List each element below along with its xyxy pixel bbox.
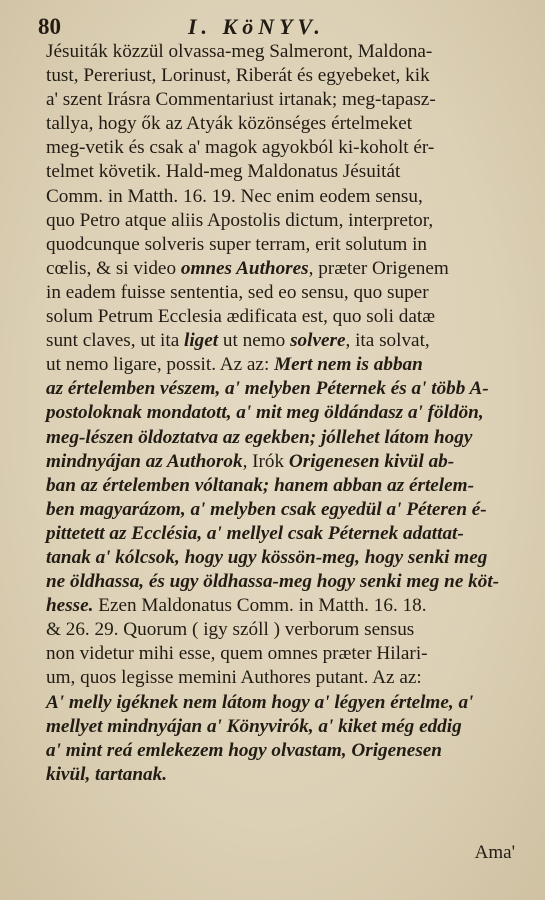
text-segment: tust, Pereriust, Lorinust, Riberát és egyebeket, kik [46, 65, 430, 87]
italic-segment: az értelemben vészem, a' melyben Péternek és a' több A- [46, 378, 489, 400]
italic-segment: tanak a' kólcsok, hogy ugy kössön-meg, hogy senki meg [46, 546, 488, 568]
body-text [46, 40, 516, 787]
text-segment: Ezen Maldonatus Comm. in Matth. 16. 18. [93, 595, 427, 617]
italic-segment: liget [184, 330, 219, 352]
italic-segment: omnes Authores [180, 257, 309, 279]
text-line [46, 257, 516, 281]
text-segment: non videtur mihi esse, quem omnes præter Hilari- [46, 643, 428, 665]
text-segment: a' szent Irásra Commentariust irtanak; meg-tapasz- [46, 89, 436, 111]
text-line [46, 353, 516, 377]
text-segment: quodcunque solveris super terram, erit solutum in [46, 233, 428, 255]
text-line [46, 136, 516, 160]
text-segment: , præter Origenem [308, 257, 449, 279]
text-line [46, 618, 516, 642]
text-line [46, 209, 516, 233]
text-segment: solum Petrum Ecclesia ædificata est, quo soli datæ [46, 306, 436, 328]
text-line [46, 305, 516, 329]
catchword: Ama' [474, 842, 515, 863]
text-segment: telmet követik. Hald-meg Maldonatus Jésuitát [46, 161, 401, 183]
text-line [46, 594, 516, 618]
text-line [46, 233, 516, 257]
italic-segment: Origenesen kivül ab- [288, 450, 455, 472]
italic-segment: mindnyájan az Authorok [46, 450, 243, 472]
text-line [46, 715, 516, 739]
page-number: 80 [38, 14, 61, 39]
text-line [46, 40, 516, 64]
text-line [46, 739, 516, 763]
text-segment: tallya, hogy ők az Atyák közönséges értelmeket [46, 113, 413, 135]
text-line [46, 64, 516, 88]
text-segment: & 26. 29. Quorum ( igy szóll ) verborum sensus [46, 619, 415, 641]
italic-segment: postoloknak mondatott, a' mit meg öldándasz a' földön, [46, 402, 484, 424]
text-line [46, 377, 516, 401]
text-segment: sunt claves, ut ita [46, 330, 185, 352]
italic-segment: kivül, tartanak. [46, 763, 168, 785]
text-segment: ut nemo [218, 330, 291, 352]
text-line [46, 666, 516, 690]
text-line [46, 160, 516, 184]
text-line [46, 691, 516, 715]
text-segment: ut nemo ligare, possit. Az az: [46, 354, 275, 376]
text-line [46, 329, 516, 353]
text-segment: um, quos legisse memini Authores putant. Az az: [46, 667, 422, 689]
running-head: I. KöNYV. [188, 14, 325, 39]
text-segment: Jésuiták közzül olvassa-meg Salmeront, Maldona- [46, 41, 433, 62]
text-segment: Comm. in Matth. 16. 19. Nec enim eodem sensu, [46, 185, 423, 207]
text-line [46, 498, 516, 522]
italic-segment: mellyet mindnyájan a' Könyvirók, a' kiket még eddig [46, 715, 462, 737]
text-line [46, 401, 516, 425]
text-line [46, 88, 516, 112]
text-line [46, 281, 516, 305]
text-segment: quo Petro atque aliis Apostolis dictum, interpretor, [46, 209, 434, 231]
italic-segment: hesse. [46, 595, 94, 617]
italic-segment: pittetett az Ecclésia, a' mellyel csak Péternek adattat- [46, 522, 464, 544]
italic-segment: solvere [290, 330, 346, 352]
italic-segment: a' mint reá emlekezem hogy olvastam, Origenesen [46, 739, 442, 761]
text-segment: in eadem fuisse sententia, sed eo sensu, quo super [46, 281, 429, 303]
text-line [46, 546, 516, 570]
italic-segment: A' melly igéknek nem látom hogy a' légyen értelme, a' [46, 691, 474, 713]
text-segment: meg-vetik és csak a' magok agyokból ki-koholt ér- [46, 137, 435, 159]
italic-segment: ban az értelemben vóltanak; hanem abban az értelem- [46, 474, 474, 496]
text-line [46, 450, 516, 474]
italic-segment: meg-lészen öldoztatva az egekben; jóllehet látom hogy [46, 426, 473, 448]
text-line [46, 522, 516, 546]
page-header [38, 12, 525, 40]
text-segment: , Irók [242, 450, 289, 472]
text-line [46, 185, 516, 209]
text-line [46, 112, 516, 136]
italic-segment: Mert nem is abban [274, 354, 423, 376]
text-segment: , ita solvat, [345, 330, 430, 352]
text-line [46, 763, 516, 787]
italic-segment: ben magyarázom, a' melyben csak egyedül a' Péteren é- [46, 498, 487, 520]
text-line [46, 570, 516, 594]
text-line [46, 642, 516, 666]
text-line [46, 426, 516, 450]
italic-segment: ne öldhassa, és ugy öldhassa-meg hogy senki meg ne köt- [46, 571, 500, 593]
text-line [46, 474, 516, 498]
text-segment: cœlis, & si video [46, 257, 181, 279]
